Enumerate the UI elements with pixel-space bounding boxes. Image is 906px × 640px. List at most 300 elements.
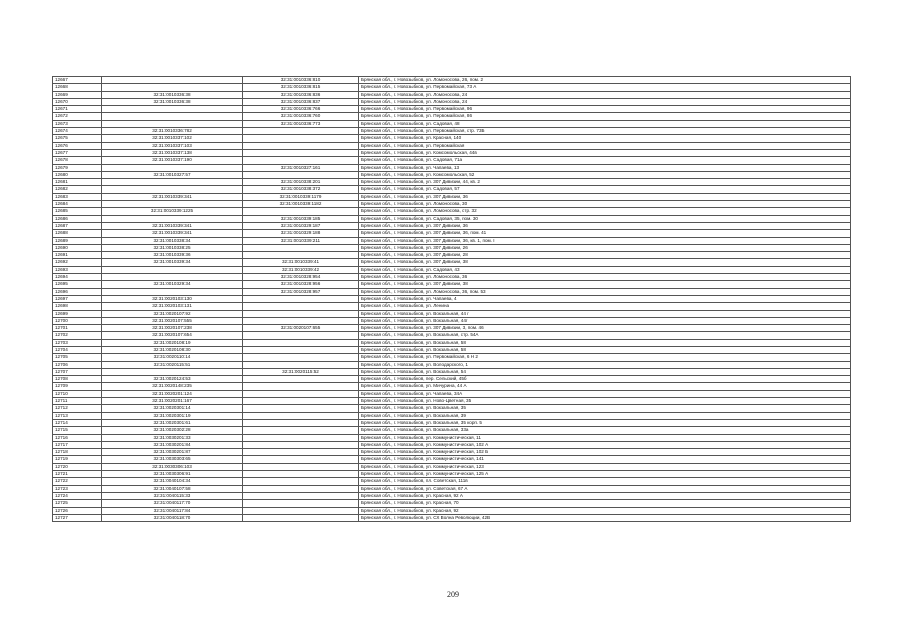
parcel-cadastral-number-cell: 32:31:0010338:34 <box>102 237 243 244</box>
row-number-cell: 12675 <box>53 135 102 142</box>
row-number-cell: 12715 <box>53 427 102 434</box>
row-number-cell: 12694 <box>53 274 102 281</box>
object-cadastral-number-cell <box>243 471 359 478</box>
row-number-cell: 12710 <box>53 390 102 397</box>
address-cell: Брянская обл., г. Новозыбков, ул. 307 Дивизии, 36 <box>359 193 851 200</box>
address-cell: Брянская обл., г. Новозыбков, ул. Советская, 67 А <box>359 485 851 492</box>
table-row <box>53 500 851 507</box>
table-row <box>53 449 851 456</box>
row-number-cell: 12687 <box>53 222 102 229</box>
row-number-cell: 12714 <box>53 419 102 426</box>
object-cadastral-number-cell: 32:31:0010328:956 <box>243 281 359 288</box>
table-row <box>53 179 851 186</box>
address-cell: Брянская обл., г. Новозыбков, ул. Мичурина, 44 А <box>359 383 851 390</box>
table-row <box>53 288 851 295</box>
parcel-cadastral-number-cell: 32:31:0010339:34 <box>102 259 243 266</box>
object-cadastral-number-cell <box>243 463 359 470</box>
address-cell: Брянская обл., г. Новозыбков, ул. Красная, 92 А <box>359 492 851 499</box>
object-cadastral-number-cell: 32:31:0010339:211 <box>243 237 359 244</box>
parcel-cadastral-number-cell: 32:31:0020103:130 <box>102 295 243 302</box>
row-number-cell: 12720 <box>53 463 102 470</box>
address-cell: Брянская обл., г. Новозыбков, ул. Красная, 140 <box>359 135 851 142</box>
address-cell: Брянская обл., г. Новозыбков, ул. Первомайская, 6 Н 2 <box>359 354 851 361</box>
row-number-cell: 12669 <box>53 91 102 98</box>
table-row <box>53 412 851 419</box>
object-cadastral-number-cell <box>243 434 359 441</box>
object-cadastral-number-cell <box>243 376 359 383</box>
parcel-cadastral-number-cell: 32:31:0030303:65 <box>102 456 243 463</box>
table-row <box>53 157 851 164</box>
address-cell: Брянская обл., г. Новозыбков, ул. Вокзальная, 58 <box>359 346 851 353</box>
parcel-cadastral-number-cell: 32:31:0010336:38 <box>102 98 243 105</box>
parcel-cadastral-number-cell <box>102 120 243 127</box>
table-row <box>53 368 851 375</box>
address-cell: Брянская обл., г. Новозыбков, ул. Вокзальная, стр. 54А <box>359 332 851 339</box>
address-cell: Брянская обл., г. Новозыбков, ул. Красная, 70 <box>359 500 851 507</box>
object-cadastral-number-cell: 32:31:0010327:161 <box>243 164 359 171</box>
object-cadastral-number-cell: 32:31:0010336:815 <box>243 84 359 91</box>
object-cadastral-number-cell <box>243 332 359 339</box>
row-number-cell: 12724 <box>53 492 102 499</box>
table-row <box>53 419 851 426</box>
row-number-cell: 12673 <box>53 120 102 127</box>
table-row <box>53 339 851 346</box>
row-number-cell: 12689 <box>53 237 102 244</box>
row-number-cell: 12685 <box>53 208 102 215</box>
row-number-cell: 12696 <box>53 288 102 295</box>
object-cadastral-number-cell <box>243 412 359 419</box>
parcel-cadastral-number-cell: 32:31:0040118:70 <box>102 514 243 521</box>
table-row <box>53 252 851 259</box>
parcel-cadastral-number-cell <box>102 77 243 84</box>
row-number-cell: 12718 <box>53 449 102 456</box>
address-cell: Брянская обл., г. Новозыбков, ул. Комсомольская, 44в <box>359 149 851 156</box>
object-cadastral-number-cell: 32:31:0010328:954 <box>243 274 359 281</box>
table-row <box>53 208 851 215</box>
parcel-cadastral-number-cell <box>102 113 243 120</box>
parcel-cadastral-number-cell: 32:31:0020201:167 <box>102 398 243 405</box>
row-number-cell: 12683 <box>53 193 102 200</box>
object-cadastral-number-cell: 32:31:0010336:773 <box>243 120 359 127</box>
table-row <box>53 281 851 288</box>
address-cell: Брянская обл., г. Новозыбков, ул. Коммунистическая, 11 <box>359 434 851 441</box>
table-row <box>53 106 851 113</box>
row-number-cell: 12719 <box>53 456 102 463</box>
address-cell: Брянская обл., г. Новозыбков, ул. Вокзальная, 58 <box>359 339 851 346</box>
parcel-cadastral-number-cell: 32:31:0020124:53 <box>102 376 243 383</box>
address-cell: Брянская обл., г. Новозыбков, ул. 307 Дивизии, 28 <box>359 252 851 259</box>
object-cadastral-number-cell <box>243 354 359 361</box>
row-number-cell: 12682 <box>53 186 102 193</box>
object-cadastral-number-cell <box>243 208 359 215</box>
parcel-cadastral-number-cell: 32:31:0020110:14 <box>102 354 243 361</box>
parcel-cadastral-number-cell <box>102 288 243 295</box>
table-row <box>53 390 851 397</box>
row-number-cell: 12705 <box>53 354 102 361</box>
table-row <box>53 237 851 244</box>
row-number-cell: 12700 <box>53 317 102 324</box>
table-row <box>53 398 851 405</box>
parcel-cadastral-number-cell <box>102 201 243 208</box>
parcel-cadastral-number-cell: 32:31:0020301:19 <box>102 412 243 419</box>
row-number-cell: 12709 <box>53 383 102 390</box>
table-row <box>53 201 851 208</box>
parcel-cadastral-number-cell <box>102 106 243 113</box>
table-row <box>53 478 851 485</box>
table-row <box>53 274 851 281</box>
address-cell: Брянская обл., г. Новозыбков, ул. Ломоносова, 24 <box>359 91 851 98</box>
row-number-cell: 12676 <box>53 142 102 149</box>
parcel-cadastral-number-cell: 32:31:0020301:14 <box>102 405 243 412</box>
object-cadastral-number-cell <box>243 339 359 346</box>
parcel-cadastral-number-cell: 32:31:0030306:91 <box>102 471 243 478</box>
address-cell: Брянская обл., г. Новозыбков, пер. Сельский, 45б <box>359 376 851 383</box>
table-row <box>53 303 851 310</box>
object-cadastral-number-cell <box>243 142 359 149</box>
object-cadastral-number-cell <box>243 295 359 302</box>
row-number-cell: 12726 <box>53 507 102 514</box>
object-cadastral-number-cell <box>243 317 359 324</box>
table-row <box>53 471 851 478</box>
address-cell: Брянская обл., г. Новозыбков, ул. Коммунистическая, 123 <box>359 463 851 470</box>
table-row <box>53 383 851 390</box>
table-row <box>53 84 851 91</box>
table-row <box>53 317 851 324</box>
object-cadastral-number-cell <box>243 149 359 156</box>
address-cell: Брянская обл., г. Новозыбков, ул. Вокзальная, 35 корп. 5 <box>359 419 851 426</box>
table-row <box>53 492 851 499</box>
address-cell: Брянская обл., г. Новозыбков, ул. Коммунистическая, 125 А <box>359 471 851 478</box>
row-number-cell: 12727 <box>53 514 102 521</box>
table-row <box>53 149 851 156</box>
address-cell: Брянская обл., г. Новозыбков, ул. 307 Дивизии, 44, кв. 2 <box>359 179 851 186</box>
parcel-cadastral-number-cell: 32:31:0030201:33 <box>102 434 243 441</box>
table-row <box>53 441 851 448</box>
parcel-cadastral-number-cell: 32:31:0020301:61 <box>102 419 243 426</box>
object-cadastral-number-cell <box>243 171 359 178</box>
parcel-cadastral-number-cell: 32:31:0040104:34 <box>102 478 243 485</box>
table-row <box>53 346 851 353</box>
table-row <box>53 376 851 383</box>
row-number-cell: 12723 <box>53 485 102 492</box>
address-cell: Брянская обл., г. Новозыбков, ул. Коммунистическая, 102 А <box>359 441 851 448</box>
object-cadastral-number-cell <box>243 427 359 434</box>
row-number-cell: 12704 <box>53 346 102 353</box>
table-row <box>53 135 851 142</box>
object-cadastral-number-cell <box>243 492 359 499</box>
table-row <box>53 77 851 84</box>
row-number-cell: 12672 <box>53 113 102 120</box>
object-cadastral-number-cell <box>243 441 359 448</box>
row-number-cell: 12691 <box>53 252 102 259</box>
parcel-cadastral-number-cell <box>102 179 243 186</box>
address-cell: Брянская обл., г. Новозыбков, ул. Чапаева, 13 <box>359 164 851 171</box>
object-cadastral-number-cell <box>243 405 359 412</box>
object-cadastral-number-cell <box>243 346 359 353</box>
address-cell: Брянская обл., г. Новозыбков, ул. Ломоносова, 36, пом. 53 <box>359 288 851 295</box>
address-cell: Брянская обл., г. Новозыбков, ул. 307 Дивизии, 3, пом. 46 <box>359 325 851 332</box>
table-row <box>53 295 851 302</box>
table-row <box>53 91 851 98</box>
table-row <box>53 514 851 521</box>
row-number-cell: 12712 <box>53 405 102 412</box>
address-cell: Брянская обл., г. Новозыбков, ул. Садовая, 57 <box>359 186 851 193</box>
parcel-cadastral-number-cell: 32:31:0020108:30 <box>102 346 243 353</box>
address-cell: Брянская обл., г. Новозыбков, ул. Комсомольская, 52 <box>359 171 851 178</box>
address-cell: Брянская обл., г. Новозыбков, ул. Ленина <box>359 303 851 310</box>
row-number-cell: 12668 <box>53 84 102 91</box>
address-cell: Брянская обл., г. Новозыбков, ул. Вокзальная, 39 <box>359 412 851 419</box>
object-cadastral-number-cell: 32:31:0010339:1179 <box>243 193 359 200</box>
row-number-cell: 12681 <box>53 179 102 186</box>
address-cell: Брянская обл., г. Новозыбков, ул. Вокзальная, 44г <box>359 317 851 324</box>
parcel-cadastral-number-cell: 32:31:0020148:235 <box>102 383 243 390</box>
parcel-cadastral-number-cell: 32:31:0010339:1225 <box>102 208 243 215</box>
row-number-cell: 12674 <box>53 128 102 135</box>
address-cell: Брянская обл., г. Новозыбков, ул. Ломоносова, 26, пом. 2 <box>359 77 851 84</box>
register-table-body <box>53 77 851 522</box>
table-row <box>53 354 851 361</box>
parcel-cadastral-number-cell: 32:31:0010339:36 <box>102 252 243 259</box>
table-row <box>53 485 851 492</box>
object-cadastral-number-cell: 32:31:0010329:187 <box>243 222 359 229</box>
row-number-cell: 12703 <box>53 339 102 346</box>
object-cadastral-number-cell: 32:31:0010339:1182 <box>243 201 359 208</box>
object-cadastral-number-cell: 32:31:0010328:957 <box>243 288 359 295</box>
row-number-cell: 12695 <box>53 281 102 288</box>
address-cell: Брянская обл., г. Новозыбков, ул. Садовая, 43 <box>359 266 851 273</box>
address-cell: Брянская обл., г. Новозыбков, ул. Ломоносова, 30 <box>359 201 851 208</box>
row-number-cell: 12716 <box>53 434 102 441</box>
parcel-cadastral-number-cell: 32:31:0030201:87 <box>102 449 243 456</box>
page-number: 209 <box>447 590 459 599</box>
table-row <box>53 361 851 368</box>
address-cell: Брянская обл., г. Новозыбков, ул. 307 Дивизии, 36, кв. 1, пом. I <box>359 237 851 244</box>
row-number-cell: 12680 <box>53 171 102 178</box>
table-row <box>53 332 851 339</box>
row-number-cell: 12707 <box>53 368 102 375</box>
cadastral-register-table <box>52 76 851 522</box>
address-cell: Брянская обл., г. Новозыбков, ул. 307 Дивизии, 26 <box>359 244 851 251</box>
row-number-cell: 12725 <box>53 500 102 507</box>
table-row <box>53 120 851 127</box>
row-number-cell: 12684 <box>53 201 102 208</box>
row-number-cell: 12717 <box>53 441 102 448</box>
parcel-cadastral-number-cell: 32:31:0020107:238 <box>102 325 243 332</box>
address-cell: Брянская обл., г. Новозыбков, ул. Чапаева, 4 <box>359 295 851 302</box>
row-number-cell: 12678 <box>53 157 102 164</box>
table-row <box>53 128 851 135</box>
address-cell: Брянская обл., г. Новозыбков, ул. Чапаева, 34А <box>359 390 851 397</box>
table-row <box>53 325 851 332</box>
address-cell: Брянская обл., г. Новозыбков, ул. Ломоносова, 36 <box>359 274 851 281</box>
object-cadastral-number-cell <box>243 456 359 463</box>
table-row <box>53 142 851 149</box>
address-cell: Брянская обл., г. Новозыбков, ул. Садовая, 71а <box>359 157 851 164</box>
address-cell: Брянская обл., г. Новозыбков, ул. Садовая, 48 <box>359 120 851 127</box>
address-cell: Брянская обл., г. Новозыбков, ул. Первомайская, 96 <box>359 106 851 113</box>
parcel-cadastral-number-cell: 32:31:0010339:341 <box>102 230 243 237</box>
address-cell: Брянская обл., г. Новозыбков, ул. Первомайская <box>359 142 851 149</box>
object-cadastral-number-cell <box>243 419 359 426</box>
address-cell: Брянская обл., г. Новозыбков, ул. Ново-Цветная, 35 <box>359 398 851 405</box>
address-cell: Брянская обл., г. Новозыбков, ул. Красная, 92 <box>359 507 851 514</box>
parcel-cadastral-number-cell: 32:31:0010337:102 <box>102 135 243 142</box>
parcel-cadastral-number-cell <box>102 274 243 281</box>
parcel-cadastral-number-cell: 32:31:0040117:70 <box>102 500 243 507</box>
row-number-cell: 12692 <box>53 259 102 266</box>
row-number-cell: 12699 <box>53 310 102 317</box>
object-cadastral-number-cell: 32:31:0010339:42 <box>243 266 359 273</box>
object-cadastral-number-cell: 32:31:0010338:372 <box>243 186 359 193</box>
address-cell: Брянская обл., г. Новозыбков, ул. 307 Дивизии, 38 <box>359 259 851 266</box>
parcel-cadastral-number-cell <box>102 215 243 222</box>
address-cell: Брянская обл., г. Новозыбков, ул. 307 Дивизии, 38 <box>359 281 851 288</box>
parcel-cadastral-number-cell: 32:31:0020107:92 <box>102 310 243 317</box>
parcel-cadastral-number-cell: 32:31:0010339:341 <box>102 222 243 229</box>
parcel-cadastral-number-cell: 32:31:0010337:138 <box>102 149 243 156</box>
row-number-cell: 12698 <box>53 303 102 310</box>
object-cadastral-number-cell: 32:31:0010339:185 <box>243 215 359 222</box>
object-cadastral-number-cell: 32:31:0020107:655 <box>243 325 359 332</box>
parcel-cadastral-number-cell <box>102 368 243 375</box>
address-cell: Брянская обл., г. Новозыбков, ул. Ломоносова, 24 <box>359 98 851 105</box>
object-cadastral-number-cell: 32:31:0010336:760 <box>243 113 359 120</box>
table-row <box>53 507 851 514</box>
table-row <box>53 193 851 200</box>
address-cell: Брянская обл., г. Новозыбков, ул. Первомайская, 73 А <box>359 84 851 91</box>
object-cadastral-number-cell <box>243 310 359 317</box>
table-row <box>53 266 851 273</box>
object-cadastral-number-cell <box>243 478 359 485</box>
address-cell: Брянская обл., г. Новозыбков, ул. Садовая, 35, пом. 30 <box>359 215 851 222</box>
address-cell: Брянская обл., г. Новозыбков, пл. Советская, 111в <box>359 478 851 485</box>
row-number-cell: 12679 <box>53 164 102 171</box>
object-cadastral-number-cell <box>243 244 359 251</box>
parcel-cadastral-number-cell: 32:31:0010327:57 <box>102 171 243 178</box>
parcel-cadastral-number-cell: 32:31:0030306:103 <box>102 463 243 470</box>
parcel-cadastral-number-cell: 32:31:0010336:38 <box>102 91 243 98</box>
row-number-cell: 12693 <box>53 266 102 273</box>
table-row <box>53 230 851 237</box>
parcel-cadastral-number-cell <box>102 266 243 273</box>
address-cell: Брянская обл., г. Новозыбков, ул. Первомайская, стр. 73Б <box>359 128 851 135</box>
parcel-cadastral-number-cell: 32:31:0010329:34 <box>102 281 243 288</box>
row-number-cell: 12667 <box>53 77 102 84</box>
parcel-cadastral-number-cell: 32:31:0010337:190 <box>102 157 243 164</box>
table-row <box>53 244 851 251</box>
object-cadastral-number-cell <box>243 361 359 368</box>
object-cadastral-number-cell <box>243 128 359 135</box>
object-cadastral-number-cell: 32:31:0010339:41 <box>243 259 359 266</box>
address-cell: Брянская обл., г. Новозыбков, ул. 307 Дивизии, 36 <box>359 222 851 229</box>
object-cadastral-number-cell: 32:31:0020115:52 <box>243 368 359 375</box>
object-cadastral-number-cell <box>243 303 359 310</box>
table-row <box>53 259 851 266</box>
address-cell: Брянская обл., г. Новозыбков, ул. Ломоносова, стр. 32 <box>359 208 851 215</box>
parcel-cadastral-number-cell: 32:31:0040115:33 <box>102 492 243 499</box>
address-cell: Брянская обл., г. Новозыбков, ул. Володарского, 1 <box>359 361 851 368</box>
parcel-cadastral-number-cell: 32:31:0020302:28 <box>102 427 243 434</box>
row-number-cell: 12686 <box>53 215 102 222</box>
address-cell: Брянская обл., г. Новозыбков, ул. Коммунистическая, 102 Б <box>359 449 851 456</box>
row-number-cell: 12688 <box>53 230 102 237</box>
object-cadastral-number-cell <box>243 507 359 514</box>
row-number-cell: 12670 <box>53 98 102 105</box>
address-cell: Брянская обл., г. Новозыбков, ул. Вокзальная, 44 г <box>359 310 851 317</box>
table-row <box>53 463 851 470</box>
object-cadastral-number-cell: 32:31:0010329:188 <box>243 230 359 237</box>
row-number-cell: 12708 <box>53 376 102 383</box>
object-cadastral-number-cell <box>243 383 359 390</box>
parcel-cadastral-number-cell: 32:31:0040117:84 <box>102 507 243 514</box>
object-cadastral-number-cell <box>243 135 359 142</box>
table-row <box>53 215 851 222</box>
object-cadastral-number-cell: 32:31:0010336:836 <box>243 91 359 98</box>
table-row <box>53 427 851 434</box>
row-number-cell: 12702 <box>53 332 102 339</box>
object-cadastral-number-cell <box>243 398 359 405</box>
object-cadastral-number-cell <box>243 485 359 492</box>
parcel-cadastral-number-cell: 32:31:0030201:84 <box>102 441 243 448</box>
parcel-cadastral-number-cell: 32:31:0020115:51 <box>102 361 243 368</box>
table-row <box>53 310 851 317</box>
object-cadastral-number-cell <box>243 500 359 507</box>
parcel-cadastral-number-cell: 32:31:0020107:654 <box>102 332 243 339</box>
row-number-cell: 12671 <box>53 106 102 113</box>
object-cadastral-number-cell <box>243 157 359 164</box>
parcel-cadastral-number-cell: 32:31:0010336:782 <box>102 128 243 135</box>
table-row <box>53 434 851 441</box>
table-row <box>53 164 851 171</box>
object-cadastral-number-cell <box>243 449 359 456</box>
parcel-cadastral-number-cell: 32:31:0020108:19 <box>102 339 243 346</box>
parcel-cadastral-number-cell <box>102 186 243 193</box>
object-cadastral-number-cell <box>243 514 359 521</box>
parcel-cadastral-number-cell: 32:31:0020103:131 <box>102 303 243 310</box>
row-number-cell: 12711 <box>53 398 102 405</box>
address-cell: Брянская обл., г. Новозыбков, ул. СХ Волна Революции, 42В <box>359 514 851 521</box>
parcel-cadastral-number-cell: 32:31:0020201:124 <box>102 390 243 397</box>
parcel-cadastral-number-cell: 32:31:0020107:555 <box>102 317 243 324</box>
parcel-cadastral-number-cell <box>102 164 243 171</box>
address-cell: Брянская обл., г. Новозыбков, ул. Коммунистическая, 141 <box>359 456 851 463</box>
address-cell: Брянская обл., г. Новозыбков, ул. Вокзальная, 54 <box>359 368 851 375</box>
parcel-cadastral-number-cell: 32:31:0010338:25 <box>102 244 243 251</box>
row-number-cell: 12697 <box>53 295 102 302</box>
table-row <box>53 405 851 412</box>
object-cadastral-number-cell: 32:31:0010336:837 <box>243 98 359 105</box>
table-row <box>53 171 851 178</box>
table-row <box>53 456 851 463</box>
table-row <box>53 113 851 120</box>
object-cadastral-number-cell <box>243 390 359 397</box>
object-cadastral-number-cell: 32:31:0010336:810 <box>243 77 359 84</box>
parcel-cadastral-number-cell: 32:31:0010337:103 <box>102 142 243 149</box>
row-number-cell: 12701 <box>53 325 102 332</box>
parcel-cadastral-number-cell: 32:31:0010339:341 <box>102 193 243 200</box>
parcel-cadastral-number-cell <box>102 84 243 91</box>
row-number-cell: 12722 <box>53 478 102 485</box>
address-cell: Брянская обл., г. Новозыбков, ул. 307 Дивизии, 36, пом. 41 <box>359 230 851 237</box>
address-cell: Брянская обл., г. Новозыбков, ул. Вокзальная, 33а <box>359 427 851 434</box>
parcel-cadastral-number-cell: 32:31:0040107:58 <box>102 485 243 492</box>
row-number-cell: 12677 <box>53 149 102 156</box>
table-row <box>53 186 851 193</box>
table-row <box>53 98 851 105</box>
row-number-cell: 12721 <box>53 471 102 478</box>
row-number-cell: 12713 <box>53 412 102 419</box>
